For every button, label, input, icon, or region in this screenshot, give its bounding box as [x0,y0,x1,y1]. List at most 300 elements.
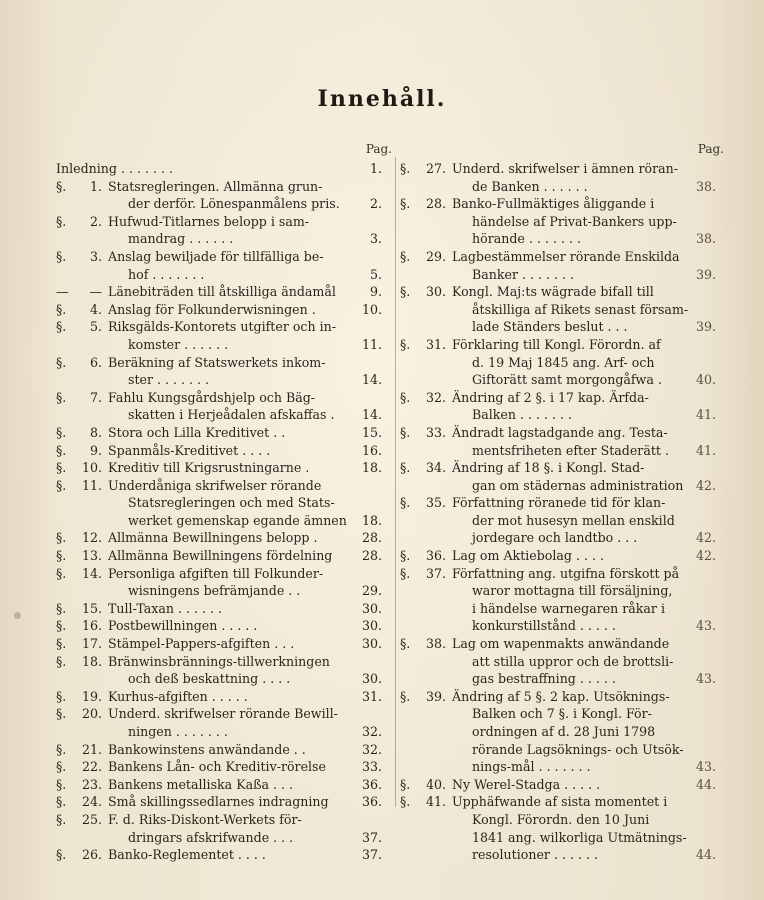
toc-line [400,178,716,196]
toc-line [400,213,712,231]
section-mark: §. [400,636,411,652]
entry-text: Stämpel-Pappers-afgiften . . . [108,636,295,652]
toc-entry [56,653,392,688]
page-number: 31. [361,688,382,704]
toc-entry [56,424,392,442]
entry-text: wisningens befrämjande . . [128,583,301,599]
entry-text: Hufwud-Titlarnes belopp i sam- [108,213,310,229]
toc-entry [400,793,716,863]
toc-line [400,600,712,618]
entry-text: ningen . . . . . . . [128,724,228,739]
toc-line [400,829,712,847]
section-number: 31. [425,336,446,352]
entry-text: hof . . . . . . . [128,266,205,282]
page-number: 39. [695,319,716,335]
entry-text: rörande Lagsöknings- och Utsök- [472,741,684,757]
toc-entry [400,195,716,248]
entry-text: lade Ständers beslut . . . [472,319,628,335]
toc-line [56,318,392,336]
punch-hole-mark [14,612,21,619]
section-mark: §. [56,618,67,634]
entry-text: Kreditiv till Krigsrustningarne . [108,460,310,476]
section-mark: §. [400,336,411,352]
toc-line [400,635,712,653]
toc-entry [56,741,392,759]
toc-entry [56,529,392,547]
entry-text: Ändradt lagstadgande ang. Testa- [452,424,668,440]
toc-line [400,336,712,354]
entry-text: Kongl. Förordn. den 10 Juni [472,811,650,827]
toc-entry [400,635,716,688]
entry-text: Personliga afgiften till Folkunder- [108,565,324,581]
toc-entry [56,248,392,283]
page-number: 44. [695,776,716,792]
entry-text: gas bestraffning . . . . . [472,671,616,687]
section-number: 18. [81,653,102,669]
entry-text: skatten i Herjeådalen afskaffas . [128,407,335,423]
entry-text: waror mottagna till försäljning, [472,583,673,599]
section-mark: §. [56,706,67,722]
toc-entry [400,776,716,794]
page-number: 38. [695,231,716,247]
toc-entry [400,160,716,195]
entry-text: der mot husesyn mellan enskild [472,512,675,528]
entry-text: Bankowinstens anwändande . . [108,741,306,757]
section-mark: §. [400,284,411,300]
page-number: 15. [361,424,382,440]
section-mark: §. [400,196,411,212]
section-number: 17. [81,636,102,652]
section-mark: §. [56,636,67,652]
entry-text: Upphäfwande af sista momentet i [452,794,668,810]
toc-line [400,354,712,372]
entry-text: nings-mål . . . . . . . [472,759,591,775]
toc-line [56,846,392,864]
section-number: 8. [89,424,102,440]
section-mark: §. [400,161,411,176]
section-mark: §. [56,811,67,827]
toc-line [56,389,392,407]
section-number: 37. [425,565,446,581]
toc-line [56,582,392,600]
toc-line [400,195,712,213]
entry-text: Balken . . . . . . . [472,407,573,423]
toc-line [56,670,392,688]
toc-line [56,160,392,178]
section-mark: §. [400,688,411,704]
page-number: 28. [361,530,382,546]
entry-text: Stora och Lilla Kreditivet . . [108,424,286,440]
toc-line [400,230,716,248]
entry-text: Balken och 7 §. i Kongl. För- [472,706,652,722]
toc-line [56,459,392,477]
page-number: 5. [369,266,382,282]
entry-text: Statsregleringen och med Stats- [128,495,335,511]
toc-line [400,653,712,671]
toc-entry [56,600,392,618]
entry-text: Författning ang. utgifna förskott på [452,565,680,581]
section-number: 30. [425,284,446,300]
entry-text: resolutioner . . . . . . [472,847,598,863]
toc-line [56,406,392,424]
entry-text: händelse af Privat-Bankers upp- [472,213,677,229]
toc-line [400,617,716,635]
page-number: 9. [369,284,382,300]
entry-text: jordegare och landtbo . . . [472,530,638,546]
toc-line [400,529,716,547]
section-mark: — [56,284,69,300]
section-number: 20. [81,706,102,722]
entry-text: Länebiträden till åtskilliga ändamål [108,284,336,300]
toc-entry [56,389,392,424]
entry-text: Giftorätt samt morgongåfwa . [472,372,662,388]
toc-line [400,494,712,512]
entry-text: i händelse warnegaren råkar i [472,600,665,616]
toc-line [56,283,392,301]
toc-entry [56,793,392,811]
toc-entry [56,178,392,213]
toc-line [400,776,716,794]
entry-text: mandrag . . . . . . [128,231,234,247]
entry-text: Ändring af 2 §. i 17 kap. Ärfda- [452,389,649,405]
page-number: 16. [361,442,382,458]
page-number: 41. [695,442,716,458]
entry-text: 1841 ang. wilkorliga Utmätnings- [472,829,687,845]
entry-text: Kongl. Maj:ts wägrade bifall till [452,284,654,300]
section-number: 24. [81,794,102,810]
entry-text: gan om städernas administration [472,477,684,493]
toc-entry [400,248,716,283]
section-number: 4. [89,301,102,317]
section-mark: §. [56,759,67,775]
entry-text: Banker . . . . . . . [472,266,575,282]
section-number: 36. [425,548,446,564]
section-mark: §. [56,548,67,564]
entry-text: ster . . . . . . . [128,372,210,388]
entry-text: Statsregleringen. Allmänna grun- [108,178,323,194]
page-number: 43. [695,759,716,775]
toc-line [400,846,716,864]
section-number: 25. [81,811,102,827]
entry-text: Tull-Taxan . . . . . . [108,600,223,616]
toc-line [400,371,716,389]
page-number: 38. [695,178,716,194]
section-number: 11. [81,477,102,493]
toc-line [400,160,712,178]
toc-column-left [56,142,392,864]
toc-line [400,266,716,284]
toc-line [400,248,712,266]
toc-line [400,442,716,460]
page-number: 14. [361,372,382,388]
entry-text: Banko-Fullmäktiges åliggande i [452,196,655,212]
section-number: 1. [89,178,102,194]
toc-line [56,723,392,741]
section-number: — [89,284,102,300]
entry-text: åtskilliga af Rikets senast försam- [472,301,689,317]
entry-text: Inledning . . . . . . . [56,161,173,176]
page-number: 37. [361,847,382,863]
entry-text: Postbewillningen . . . . . [108,618,258,634]
pag-label-right: Pag. [697,142,724,156]
section-mark: §. [56,741,67,757]
toc-entry [56,354,392,389]
page-number: 14. [361,407,382,423]
page-number: 18. [361,512,382,528]
page-number: 28. [361,548,382,564]
toc-line [400,389,712,407]
section-mark: §. [56,178,67,194]
toc-line [400,688,712,706]
toc-line [56,793,392,811]
page-number: 3. [369,231,382,247]
entry-text: att stilla uppror och de brottsli- [472,653,674,669]
entry-text: Allmänna Bewillningens belopp . [108,530,318,546]
section-number: 16. [81,618,102,634]
entry-text: konkurstillstånd . . . . . [472,618,616,634]
entry-text: Ändring af 5 §. 2 kap. Utsöknings- [452,688,670,704]
toc-line [56,617,392,635]
section-mark: §. [400,495,411,511]
page-number: 37. [361,829,382,845]
toc-line [400,705,712,723]
section-mark: §. [400,424,411,440]
section-mark: §. [56,460,67,476]
toc-line [56,266,392,284]
section-number: 22. [81,759,102,775]
page-title: Innehåll. [317,86,447,112]
entry-text: F. d. Riks-Diskont-Werkets för- [108,811,302,827]
entry-text: der derför. Lönespanmålens pris. [128,196,340,212]
toc-entry [56,459,392,477]
section-number: 7. [89,389,102,405]
section-number: 6. [89,354,102,370]
entry-text: ordningen af d. 28 Juni 1798 [472,724,656,739]
toc-line [56,442,392,460]
toc-line [56,195,392,213]
toc-entry [56,688,392,706]
toc-line [56,741,392,759]
toc-line [56,354,392,372]
toc-line [400,477,716,495]
entry-text: Förklaring till Kongl. Förordn. af [452,336,661,352]
section-mark: §. [56,530,67,546]
section-number: 29. [425,248,446,264]
section-mark: §. [400,565,411,581]
page-number: 42. [695,477,716,493]
section-mark: §. [56,847,67,863]
toc-line [400,582,712,600]
toc-entry [56,547,392,565]
toc-line [56,371,392,389]
toc-line [56,512,392,530]
toc-entry [56,705,392,740]
toc-line [56,477,392,495]
section-mark: §. [400,794,411,810]
section-number: 27. [425,161,446,176]
entry-text: d. 19 Maj 1845 ang. Arf- och [472,354,655,370]
section-mark: §. [400,548,411,564]
entry-text: Allmänna Bewillningens fördelning [108,548,333,564]
page-number: 40. [695,372,716,388]
section-mark: §. [56,424,67,440]
section-number: 38. [425,636,446,652]
section-number: 21. [81,741,102,757]
section-mark: §. [56,600,67,616]
toc-line [400,670,716,688]
entry-text: Anslag för Folkunderwisningen . [108,301,316,317]
entry-text: komster . . . . . . [128,336,229,352]
toc-entry [56,160,392,178]
entry-text: Författning röranede tid för klan- [452,495,666,511]
toc-line [56,811,392,829]
section-number: 10. [81,460,102,476]
section-mark: §. [400,460,411,476]
toc-line [56,248,392,266]
toc-entry [56,301,392,319]
toc-line [400,459,712,477]
toc-entry [400,389,716,424]
toc-line [400,406,716,424]
entry-text: de Banken . . . . . . [472,178,588,194]
section-number: 28. [425,196,446,212]
toc-line [56,653,392,671]
page-number: 39. [695,266,716,282]
section-mark: §. [56,389,67,405]
toc-entry [56,846,392,864]
section-number: 12. [81,530,102,546]
section-mark: §. [56,477,67,493]
toc-line [400,301,712,319]
section-number: 33. [425,424,446,440]
toc-entry [400,336,716,389]
entry-text: Bränwinsbrännings-tillwerkningen [108,653,330,669]
toc-line [56,758,392,776]
toc-entry [56,811,392,846]
toc-entry [56,283,392,301]
page-number: 18. [361,460,382,476]
toc-line [400,512,712,530]
toc-entry [56,758,392,776]
page-number: 32. [361,741,382,757]
toc-line [56,424,392,442]
toc-line [56,829,392,847]
section-mark: §. [56,442,67,458]
page-number: 30. [361,636,382,652]
entry-text: Fahlu Kungsgårdshjelp och Bäg- [108,389,316,405]
entry-text: Små skillingssedlarnes indragning [108,794,329,810]
entry-text: Kurhus-afgiften . . . . . [108,688,248,704]
toc-entry [400,283,716,336]
section-mark: §. [56,319,67,335]
toc-line [56,635,392,653]
page-number: 42. [695,530,716,546]
toc-line [56,529,392,547]
page-number: 30. [361,618,382,634]
entry-text: werket gemenskap egande ämnen [128,512,347,528]
section-mark: §. [56,248,67,264]
entry-text: mentsfriheten efter Staderätt . [472,442,669,458]
toc-line [56,301,392,319]
toc-line [400,741,712,759]
toc-entry [56,565,392,600]
section-number: 39. [425,688,446,704]
pag-label-left: Pag. [365,142,392,156]
section-number: 3. [89,248,102,264]
toc-entry [400,547,716,565]
toc-entry [56,318,392,353]
toc-line [56,336,392,354]
toc-line [400,793,712,811]
entry-text: Riksgälds-Kontorets utgifter och in- [108,319,336,335]
section-mark: §. [56,794,67,810]
section-mark: §. [56,354,67,370]
toc-line [56,213,392,231]
toc-entry [400,424,716,459]
toc-line [400,547,716,565]
section-mark: §. [56,565,67,581]
entry-text: Beräkning af Statswerkets inkom- [108,354,326,370]
page-number: 1. [369,161,382,176]
toc-line [400,758,716,776]
section-mark: §. [400,389,411,405]
section-mark: §. [56,776,67,792]
section-number: 19. [81,688,102,704]
page-number: 41. [695,407,716,423]
page-number: 33. [361,759,382,775]
section-number: 32. [425,389,446,405]
page-number: 30. [361,600,382,616]
toc-entry [56,635,392,653]
section-mark: §. [56,213,67,229]
toc-entry [56,776,392,794]
toc-line [400,283,712,301]
page-number: 43. [695,618,716,634]
page-number: 29. [361,583,382,599]
toc-line [56,230,392,248]
toc-line [56,494,392,512]
section-number: 5. [89,319,102,335]
section-number: 15. [81,600,102,616]
toc-entry [56,617,392,635]
toc-line [400,811,712,829]
section-mark: §. [56,688,67,704]
section-mark: §. [56,301,67,317]
section-number: 23. [81,776,102,792]
section-number: 2. [89,213,102,229]
toc-line [56,565,392,583]
toc-line [400,424,712,442]
section-mark: §. [400,776,411,792]
entry-text: dringars afskrifwande . . . [128,829,294,845]
toc-line [400,723,712,741]
toc-entry [400,688,716,776]
entry-text: Bankens metalliska Kaßa . . . [108,776,294,792]
page-number: 42. [695,548,716,564]
toc-entry [56,442,392,460]
section-number: 35. [425,495,446,511]
section-number: 13. [81,548,102,564]
toc-line [56,547,392,565]
toc-line [56,776,392,794]
toc-line [56,178,392,196]
page-number: 11. [361,336,382,352]
toc-entry [56,477,392,530]
toc-entry [400,494,716,547]
section-mark: §. [56,653,67,669]
toc-entry [400,565,716,635]
section-number: 40. [425,776,446,792]
